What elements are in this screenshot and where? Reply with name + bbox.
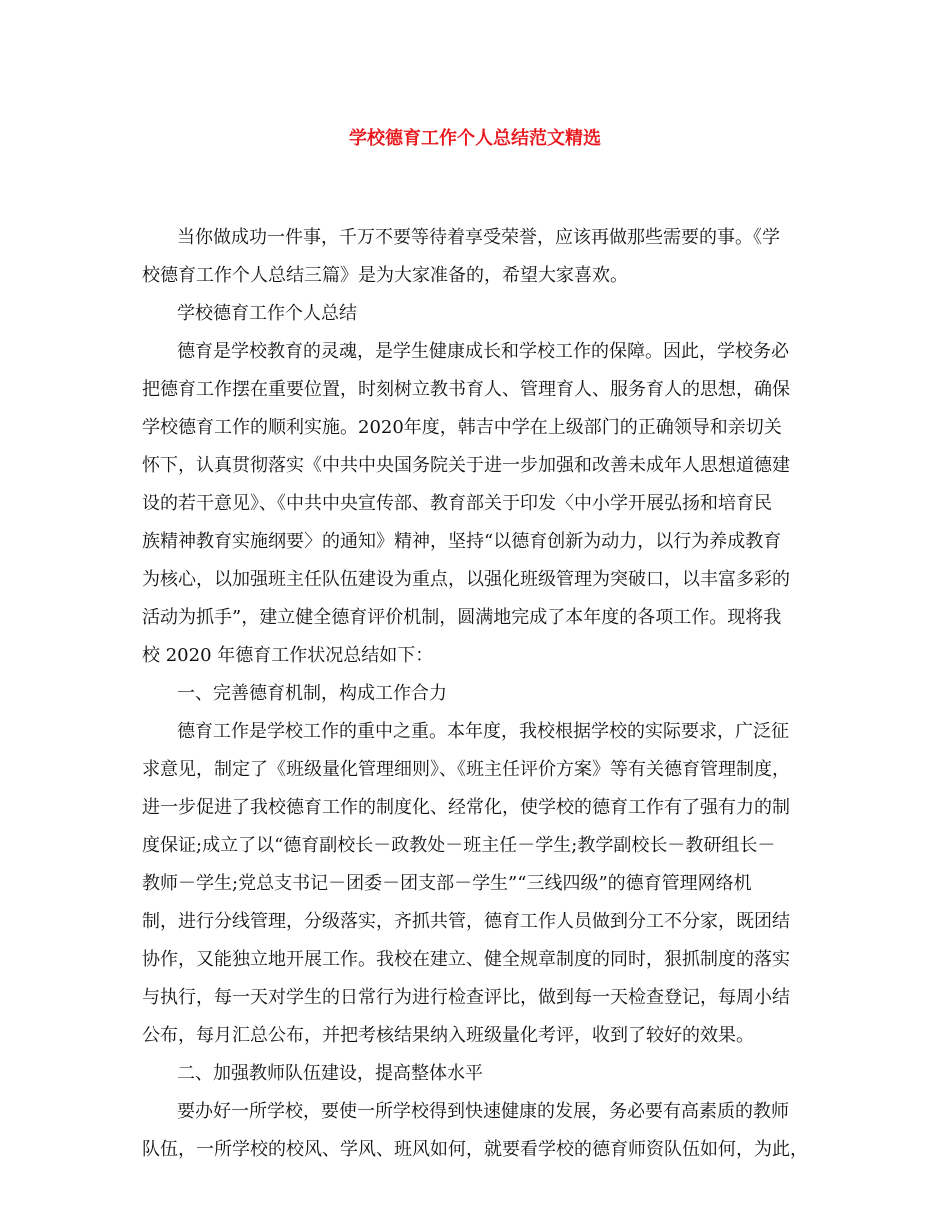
body-line: 与执行，每一天对学生的日常行为进行检查评比，做到每一天检查登记，每周小结 (142, 987, 790, 1008)
document-title: 学校德育工作个人总结范文精选 (349, 128, 601, 149)
body-line: 度保证;成立了以“德育副校长－政教处－班主任－学生;教学副校长－教研组长－ (142, 835, 776, 856)
body-line: 怀下，认真贯彻落实《中共中央国务院关于进一步加强和改善未成年人思想道德建 (142, 455, 790, 476)
body-line: 把德育工作摆在重要位置，时刻树立教书育人、管理育人、服务育人的思想，确保 (142, 379, 790, 400)
body-line: 校 2020 年德育工作状况总结如下： (142, 645, 434, 666)
section-heading: 学校德育工作个人总结 (177, 303, 357, 324)
body-line: 为核心，以加强班主任队伍建设为重点，以强化班级管理为突破口，以丰富多彩的 (142, 569, 790, 590)
body-line: 族精神教育实施纲要〉的通知》精神，坚持“以德育创新为动力，以行为养成教育 (142, 531, 782, 552)
body-line: 教师－学生;党总支书记－团委－团支部－学生”“三线四级”的德育管理网络机 (142, 873, 752, 894)
body-line: 学校德育工作的顺利实施。2020年度，韩吉中学在上级部门的正确领导和亲切关 (142, 417, 782, 438)
body-line: 校德育工作个人总结三篇》是为大家准备的，希望大家喜欢。 (142, 265, 628, 286)
body-line: 制，进行分线管理，分级落实，齐抓共管，德育工作人员做到分工不分家，既团结 (142, 911, 790, 932)
body-line: 活动为抓手”，建立健全德育评价机制，圆满地完成了本年度的各项工作。现将我 (142, 607, 782, 628)
body-line: 德育是学校教育的灵魂，是学生健康成长和学校工作的保障。因此，学校务必 (177, 341, 789, 362)
section-heading: 一、完善德育机制，构成工作合力 (177, 683, 447, 704)
body-line: 德育工作是学校工作的重中之重。本年度，我校根据学校的实际要求，广泛征 (177, 721, 789, 742)
body-line: 当你做成功一件事，千万不要等待着享受荣誉，应该再做那些需要的事。《学 (177, 227, 780, 248)
section-heading: 二、加强教师队伍建设，提高整体水平 (177, 1063, 483, 1084)
body-line: 队伍，一所学校的校风、学风、班风如何，就要看学校的德育师资队伍如何，为此， (142, 1139, 808, 1160)
body-line: 设的若干意见》、《中共中央宣传部、教育部关于印发〈中小学开展弘扬和培育民 (142, 493, 772, 514)
body-line: 进一步促进了我校德育工作的制度化、经常化，使学校的德育工作有了强有力的制 (142, 797, 790, 818)
body-line: 协作，又能独立地开展工作。我校在建立、健全规章制度的同时，狠抓制度的落实 (142, 949, 790, 970)
body-line: 要办好一所学校，要使一所学校得到快速健康的发展，务必要有高素质的教师 (177, 1101, 789, 1122)
body-line: 求意见，制定了《班级量化管理细则》、《班主任评价方案》等有关德育管理制度， (142, 759, 790, 780)
body-line: 公布，每月汇总公布，并把考核结果纳入班级量化考评，收到了较好的效果。 (142, 1025, 754, 1046)
